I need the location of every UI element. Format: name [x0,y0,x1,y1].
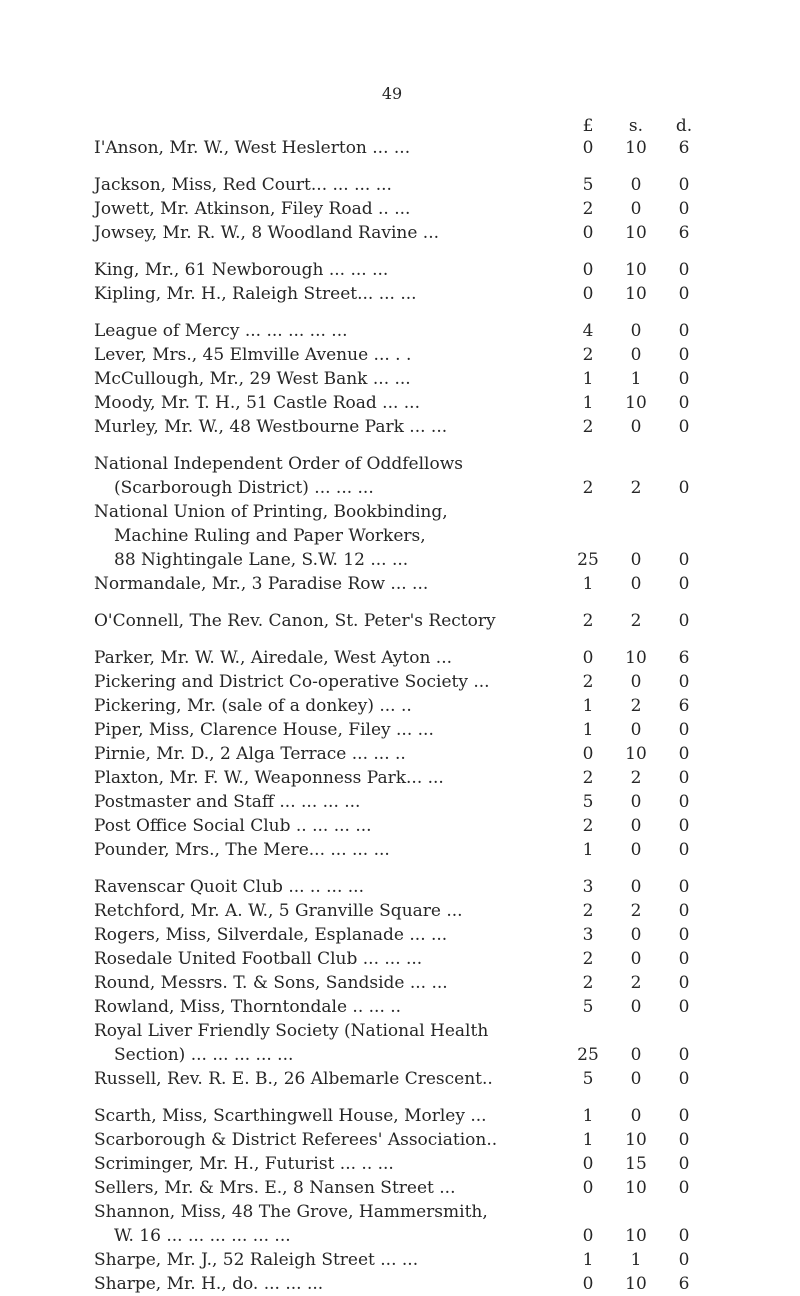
amount-pounds: 5 [582,1069,594,1089]
amount-shillings: 10 [625,648,647,668]
amount-shillings: 0 [630,199,642,219]
amount-pounds: 0 [582,744,594,764]
list-entry [94,343,734,367]
entry-name-line: Plaxton, Mr. F. W., Weaponness Park... ... [94,768,444,788]
amount-pence: 0 [678,877,690,897]
list-entry [94,1067,734,1091]
amount-pence: 0 [678,393,690,413]
list-entry [94,971,734,995]
amount-shillings: 0 [630,949,642,969]
amount-pence: 0 [678,199,690,219]
amount-pounds: 2 [582,672,594,692]
amount-pence: 0 [678,321,690,341]
amount-pounds: 1 [582,369,594,389]
entry-name-continuation: Machine Ruling and Paper Workers, [114,526,426,546]
entry-name-line: Murley, Mr. W., 48 Westbourne Park ... ... [94,417,448,437]
entry-name-line: Normandale, Mr., 3 Paradise Row ... ... [94,574,429,594]
entry-name-line: McCullough, Mr., 29 West Bank ... ... [94,369,411,389]
amount-pounds: 0 [582,1154,594,1174]
list-entry [94,367,734,391]
amount-shillings: 0 [630,321,642,341]
list-entry [94,221,734,245]
entry-name-line: Jowett, Mr. Atkinson, Filey Road .. ... [94,199,411,219]
amount-pence: 0 [678,840,690,860]
entry-name-line: Lever, Mrs., 45 Elmville Avenue ... . . [94,345,412,365]
entry-name-line: National Independent Order of Oddfellows [94,454,463,474]
amount-pence: 0 [678,1178,690,1198]
list-entry [94,814,734,838]
amount-pounds: 1 [582,574,594,594]
amount-pence: 0 [678,1226,690,1246]
amount-pence: 0 [678,417,690,437]
entry-name-line: Ravenscar Quoit Club ... .. ... ... [94,877,364,897]
list-entry [94,1152,734,1176]
entry-name-line: Russell, Rev. R. E. B., 26 Albemarle Crescent.. [94,1069,493,1089]
group-spacer [94,633,734,646]
list-entry [94,1248,734,1272]
group-spacer [94,245,734,258]
entry-name-line: Scriminger, Mr. H., Futurist ... .. ... [94,1154,394,1174]
amount-pence: 0 [678,672,690,692]
amount-pounds: 3 [582,877,594,897]
list-entry [94,790,734,814]
amount-shillings: 15 [625,1154,647,1174]
amount-pence: 0 [678,901,690,921]
amount-shillings: 0 [630,417,642,437]
amount-pence: 6 [678,1274,690,1294]
entry-name-line: Royal Liver Friendly Society (National Health [94,1021,489,1041]
entry-name-line: National Union of Printing, Bookbinding, [94,502,448,522]
amount-pounds: 2 [582,901,594,921]
amount-shillings: 2 [630,478,642,498]
amount-shillings: 2 [630,768,642,788]
list-entry [94,718,734,742]
amount-pounds: 1 [582,840,594,860]
list-entry [94,1200,734,1248]
amount-pence: 6 [678,648,690,668]
entry-name-line: Moody, Mr. T. H., 51 Castle Road ... ... [94,393,420,413]
amount-pounds: 0 [582,223,594,243]
list-entry [94,923,734,947]
amount-pounds: 2 [582,478,594,498]
amount-shillings: 10 [625,138,647,158]
amount-pence: 0 [678,574,690,594]
amount-pence: 0 [678,260,690,280]
amount-shillings: 10 [625,1226,647,1246]
amount-shillings: 0 [630,672,642,692]
entry-name-line: Scarborough & District Referees' Association.. [94,1130,498,1150]
amount-pounds: 25 [577,550,599,570]
amount-shillings: 10 [625,223,647,243]
list-entry [94,995,734,1019]
amount-pounds: 2 [582,199,594,219]
list-entry [94,1272,734,1296]
list-entry [94,694,734,718]
amount-pence: 0 [678,1045,690,1065]
amount-pounds: 1 [582,720,594,740]
amount-pounds: 5 [582,997,594,1017]
amount-shillings: 2 [630,696,642,716]
amount-shillings: 0 [630,550,642,570]
pounds-column-header: £ [582,116,594,136]
entry-name-line: Pounder, Mrs., The Mere... ... ... ... [94,840,390,860]
amount-pounds: 4 [582,321,594,341]
list-entry [94,1128,734,1152]
amount-pounds: 1 [582,1250,594,1270]
amount-shillings: 0 [630,1045,642,1065]
list-entry [94,319,734,343]
amount-pounds: 0 [582,260,594,280]
amount-pence: 0 [678,973,690,993]
amount-shillings: 2 [630,611,642,631]
amount-pounds: 0 [582,1178,594,1198]
list-entry [94,670,734,694]
entry-name-line: Parker, Mr. W. W., Airedale, West Ayton ... [94,648,453,668]
list-entry [94,173,734,197]
entry-name-line: Rogers, Miss, Silverdale, Esplanade ... ... [94,925,448,945]
list-entry [94,875,734,899]
amount-pence: 0 [678,284,690,304]
list-entry [94,572,734,596]
entry-name-line: Postmaster and Staff ... ... ... ... [94,792,361,812]
entry-name-line: Jackson, Miss, Red Court... ... ... ... [94,175,392,195]
amount-pounds: 2 [582,816,594,836]
entry-name-line: Sharpe, Mr. H., do. ... ... ... [94,1274,324,1294]
list-entry [94,452,734,500]
page-number: 49 [381,84,403,103]
amount-pence: 0 [678,1250,690,1270]
entry-name-line: Sellers, Mr. & Mrs. E., 8 Nansen Street ... [94,1178,456,1198]
entry-name-line: Rosedale United Football Club ... ... ... [94,949,423,969]
amount-shillings: 10 [625,284,647,304]
shillings-column-header: s. [628,116,644,136]
amount-shillings: 0 [630,997,642,1017]
amount-pence: 0 [678,1069,690,1089]
entry-name-line: Kipling, Mr. H., Raleigh Street... ... ... [94,284,417,304]
amount-pounds: 2 [582,611,594,631]
amount-pence: 0 [678,611,690,631]
amount-pence: 0 [678,175,690,195]
list-entry [94,742,734,766]
entry-name-line: Piper, Miss, Clarence House, Filey ... ... [94,720,434,740]
amount-pence: 0 [678,1106,690,1126]
amount-pounds: 1 [582,696,594,716]
subscription-list [94,136,734,1296]
group-spacer [94,160,734,173]
amount-pence: 0 [678,1130,690,1150]
amount-pounds: 25 [577,1045,599,1065]
entry-name-line: Pickering and District Co-operative Society ... [94,672,490,692]
list-entry [94,500,734,572]
entry-name-line: League of Mercy ... ... ... ... ... [94,321,348,341]
amount-shillings: 0 [630,925,642,945]
amount-shillings: 10 [625,1178,647,1198]
amount-shillings: 0 [630,1106,642,1126]
amount-pounds: 0 [582,1226,594,1246]
list-entry [94,258,734,282]
amount-shillings: 10 [625,1130,647,1150]
list-entry [94,391,734,415]
list-entry [94,1019,734,1067]
amount-shillings: 10 [625,260,647,280]
amount-pence: 6 [678,138,690,158]
list-entry [94,1104,734,1128]
amount-shillings: 0 [630,877,642,897]
list-entry [94,1176,734,1200]
amount-pounds: 0 [582,284,594,304]
entry-name-continuation: W. 16 ... ... ... ... ... ... [114,1226,291,1246]
amount-shillings: 0 [630,574,642,594]
amount-pounds: 1 [582,1130,594,1150]
amount-pounds: 5 [582,792,594,812]
amount-pence: 0 [678,792,690,812]
amount-pence: 0 [678,1154,690,1174]
entry-name-line: Round, Messrs. T. & Sons, Sandside ... ... [94,973,448,993]
entry-name-line: Sharpe, Mr. J., 52 Raleigh Street ... ... [94,1250,419,1270]
amount-shillings: 10 [625,1274,647,1294]
amount-pounds: 3 [582,925,594,945]
amount-pence: 0 [678,478,690,498]
entry-name-line: O'Connell, The Rev. Canon, St. Peter's Rectory [94,611,496,631]
amount-pence: 0 [678,816,690,836]
amount-shillings: 2 [630,973,642,993]
amount-shillings: 2 [630,901,642,921]
amount-shillings: 10 [625,393,647,413]
list-entry [94,415,734,439]
amount-pounds: 0 [582,138,594,158]
amount-pence: 0 [678,997,690,1017]
entry-name-line: Retchford, Mr. A. W., 5 Granville Square ... [94,901,463,921]
amount-shillings: 1 [630,369,642,389]
amount-pounds: 2 [582,768,594,788]
amount-pence: 0 [678,744,690,764]
entry-name-line: Shannon, Miss, 48 The Grove, Hammersmith, [94,1202,488,1222]
entry-name-line: Jowsey, Mr. R. W., 8 Woodland Ravine ... [94,223,440,243]
amount-pence: 6 [678,223,690,243]
amount-shillings: 0 [630,792,642,812]
entry-name-line: Pirnie, Mr. D., 2 Alga Terrace ... ... .. [94,744,406,764]
entry-name-line: Rowland, Miss, Thorntondale .. ... .. [94,997,402,1017]
amount-pounds: 0 [582,1274,594,1294]
entry-name-line: I'Anson, Mr. W., West Heslerton ... ... [94,138,411,158]
list-entry [94,282,734,306]
amount-pounds: 0 [582,648,594,668]
entry-name-line: Scarth, Miss, Scarthingwell House, Morley ... [94,1106,487,1126]
list-entry [94,947,734,971]
group-spacer [94,439,734,452]
amount-shillings: 0 [630,175,642,195]
amount-shillings: 10 [625,744,647,764]
amount-shillings: 0 [630,840,642,860]
entry-name-line: Post Office Social Club .. ... ... ... [94,816,372,836]
entry-name-line: Pickering, Mr. (sale of a donkey) ... .. [94,696,412,716]
entry-name-continuation: (Scarborough District) ... ... ... [114,478,374,498]
list-entry [94,609,734,633]
entry-name-continuation: Section) ... ... ... ... ... [114,1045,294,1065]
amount-pence: 0 [678,768,690,788]
group-spacer [94,596,734,609]
group-spacer [94,1091,734,1104]
amount-pence: 0 [678,949,690,969]
list-entry [94,136,734,160]
amount-pounds: 2 [582,417,594,437]
amount-pounds: 2 [582,949,594,969]
group-spacer [94,306,734,319]
amount-pounds: 2 [582,973,594,993]
amount-pence: 0 [678,369,690,389]
list-entry [94,838,734,862]
amount-pence: 6 [678,696,690,716]
amount-pence: 0 [678,925,690,945]
amount-pence: 0 [678,550,690,570]
group-spacer [94,862,734,875]
amount-shillings: 1 [630,1250,642,1270]
list-entry [94,646,734,670]
pence-column-header: d. [675,116,693,136]
list-entry [94,899,734,923]
amount-shillings: 0 [630,816,642,836]
amount-pence: 0 [678,720,690,740]
entry-name-continuation: 88 Nightingale Lane, S.W. 12 ... ... [114,550,409,570]
list-entry [94,197,734,221]
amount-shillings: 0 [630,720,642,740]
amount-shillings: 0 [630,345,642,365]
amount-pounds: 2 [582,345,594,365]
amount-pounds: 5 [582,175,594,195]
amount-pence: 0 [678,345,690,365]
amount-pounds: 1 [582,1106,594,1126]
entry-name-line: King, Mr., 61 Newborough ... ... ... [94,260,389,280]
amount-pounds: 1 [582,393,594,413]
list-entry [94,766,734,790]
amount-shillings: 0 [630,1069,642,1089]
